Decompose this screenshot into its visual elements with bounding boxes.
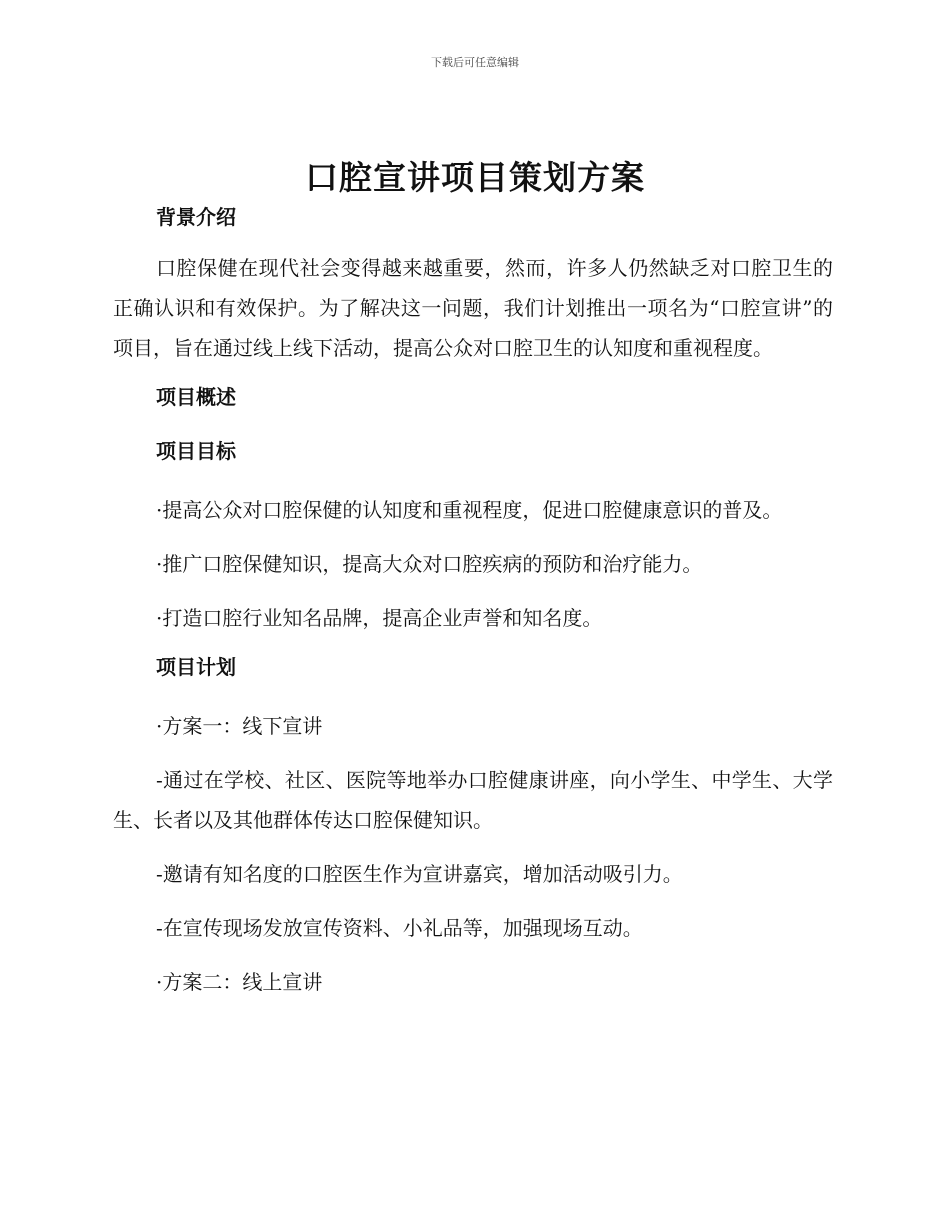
- goal-item: ·打造口腔行业知名品牌，提高企业声誉和知名度。: [156, 606, 603, 630]
- page-header-note: 下载后可任意编辑: [431, 56, 519, 69]
- goal-item: ·推广口腔保健知识，提高大众对口腔疾病的预防和治疗能力。: [156, 552, 703, 576]
- plan-heading: 项目计划: [156, 655, 236, 679]
- goals-heading: 项目目标: [156, 439, 236, 463]
- background-heading: 背景介绍: [156, 205, 236, 229]
- overview-heading: 项目概述: [156, 385, 236, 409]
- plan-item: -通过在学校、社区、医院等地举办口腔健康讲座，向小学生、中学生、大学生、长者以及其他群体传达口腔保健知识。: [113, 768, 833, 832]
- plan-item: ·方案一：线下宣讲: [156, 714, 323, 738]
- goal-item: ·提高公众对口腔保健的认知度和重视程度，促进口腔健康意识的普及。: [156, 498, 783, 522]
- document-title: 口腔宣讲项目策划方案: [305, 158, 645, 197]
- plan-item: ·方案二：线上宣讲: [156, 970, 323, 994]
- document-body: [113, 202, 833, 1016]
- plan-item: -邀请有知名度的口腔医生作为宣讲嘉宾，增加活动吸引力。: [156, 862, 683, 886]
- plan-item: -在宣传现场发放宣传资料、小礼品等，加强现场互动。: [156, 916, 643, 940]
- background-paragraph: 口腔保健在现代社会变得越来越重要，然而，许多人仍然缺乏对口腔卫生的正确认识和有效保护。为了解决这一问题，我们计划推出一项名为“口腔宣讲”的项目，旨在通过线上线下活动，提高公众对口腔卫生的认知度和重视程度。: [113, 256, 833, 360]
